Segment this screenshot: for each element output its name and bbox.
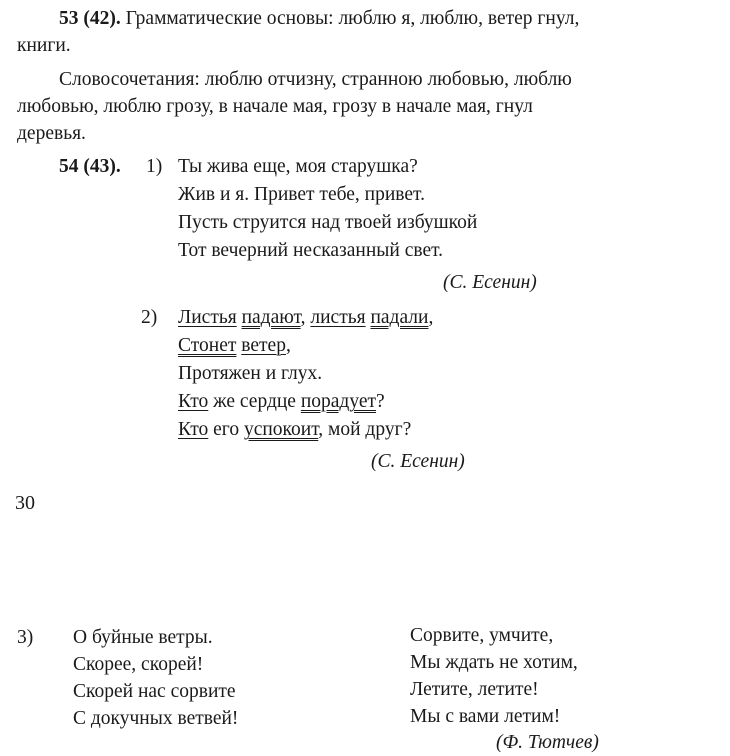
ex54-p1-line1: Ты жива еще, моя старушка? [178, 156, 418, 177]
ex54-p2-line3: Протяжен и глух. [178, 363, 323, 384]
ex54-p2-author: (С. Есенин) [371, 451, 465, 472]
ex-p3-left-line1: О буйные ветры. [73, 627, 213, 648]
ex54-p2-line2 [178, 332, 291, 359]
punct: ? [376, 391, 385, 412]
ex53-phrases-line2: любовью, люблю грозу, в начале мая, грозу в начале мая, гнул [17, 96, 533, 117]
punct: , [428, 307, 434, 328]
predicate-word: падают [241, 307, 301, 328]
ex-p3-left-line2: Скорее, скорей! [73, 654, 204, 675]
ex-p3-left-line4: С докучных ветвей! [73, 708, 239, 729]
punct: , [300, 307, 311, 328]
punct: , мой друг? [318, 419, 412, 440]
ex53-number: 53 (42). [59, 8, 121, 29]
ex-p3-right-line3: Летите, летите! [410, 679, 539, 700]
ex-p3-author: (Ф. Тютчев) [496, 732, 599, 753]
ex54-p1-marker: 1) [146, 156, 163, 177]
subject-word: Кто [178, 419, 209, 440]
ex53-line2: книги. [17, 35, 71, 56]
predicate-word: Стонет [178, 335, 237, 356]
ex53-line1 [59, 5, 579, 32]
ex54-p2-line1 [178, 304, 433, 331]
ex53-grammar-text: Грамматические основы: люблю я, люблю, ветер гнул, [125, 8, 580, 29]
subject-word: ветер [241, 335, 286, 356]
text: его [208, 419, 244, 440]
ex54-p1-line4: Тот вечерний несказанный свет. [178, 240, 444, 261]
ex-p3-right-line4: Мы с вами летим! [410, 706, 561, 727]
ex-p3-marker: 3) [17, 627, 34, 648]
ex54-p1-author: (С. Есенин) [443, 272, 537, 293]
predicate-word: порадует [300, 391, 377, 412]
ex54-number: 54 (43). [59, 156, 121, 177]
subject-word: Кто [178, 391, 209, 412]
punct: , [285, 335, 291, 356]
page-number: 30 [15, 492, 35, 514]
subject-word: листья [310, 307, 366, 328]
text: же сердце [208, 391, 301, 412]
ex54-p1-line2: Жив и я. Привет тебе, привет. [178, 184, 425, 205]
ex54-p1-line3: Пусть струится над твоей избушкой [178, 212, 478, 233]
subject-word: Листья [178, 307, 237, 328]
ex54-p2-marker: 2) [141, 307, 158, 328]
predicate-word: падали [370, 307, 429, 328]
ex53-phrases-line1: Словосочетания: люблю отчизну, страннoю любовью, люблю [59, 69, 572, 90]
ex54-p2-line5 [178, 416, 411, 443]
ex-p3-left-line3: Скорей нас сорвите [73, 681, 236, 702]
ex53-phrases-line3: деревья. [17, 123, 86, 144]
predicate-word: успокоит [243, 419, 319, 440]
ex-p3-right-line1: Сорвите, умчите, [410, 625, 554, 646]
ex54-p2-line4 [178, 388, 385, 415]
ex-p3-right-line2: Мы ждать не хотим, [410, 652, 578, 673]
